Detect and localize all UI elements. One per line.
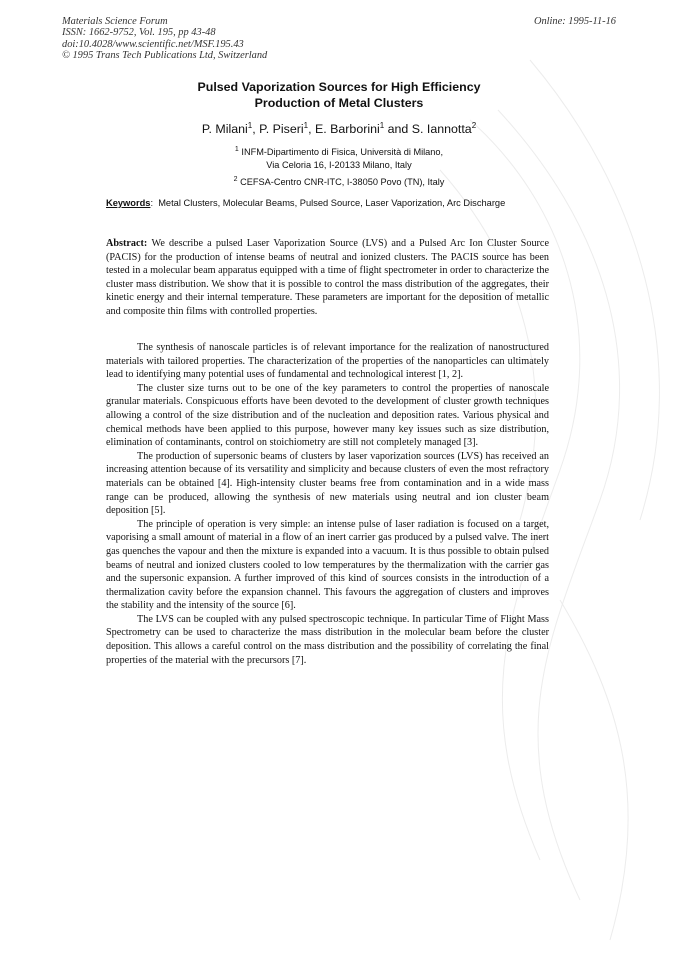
body-text [106, 341, 549, 667]
author-name: P. Piseri [259, 122, 304, 137]
author-affil-sup: 2 [471, 121, 477, 130]
author-name: E. Barborini [315, 122, 380, 137]
author-affil-sup: 1 [247, 121, 253, 130]
affiliation-2 [100, 174, 578, 189]
doi-line: doi:10.4028/www.scientific.net/MSF.195.43 [62, 38, 244, 50]
body-paragraph: The cluster size turns out to be one of the key parameters to control the properties of nanoscale granular materials. Conspicuous efforts have been devoted to the development of cluster growth techniques allowing a control of the size distribution and of the nucleation and deposition rates. Various physical and chemical methods have been applied to this purpose, however many key issues such as size distribution, elimination of contaminants, control on stoichiometry are still not completely managed [3]. [106, 382, 549, 449]
journal-header [62, 16, 267, 62]
body-paragraph: The principle of operation is very simple: an intense pulse of laser radiation is focused on a target, vaporising a small amount of material in a flow of an inert carrier gas produced by a pulsed valve. The inert gas quenches the vapour and then the mixture is expanded into a vacuum. It is thus possible to obtain pulsed beams of neutral and ionized clusters cooled to low temperatures by the thermalization with the carrier gas and the supersonic expansion. A further improved of this kind of sources consists in the introduction of a thermalization cavity before the expansion channel. This favours the aggregation of clusters and improves the stability and the intensity of the source [6]. [106, 518, 549, 612]
affiliation-sup: 1 [234, 146, 239, 153]
keywords-label: Keywords [106, 198, 151, 208]
keywords-text: Metal Clusters, Molecular Beams, Pulsed Source, Laser Vaporization, Arc Discharge [158, 198, 506, 208]
keywords-block: Keywords: Metal Clusters, Molecular Beams, Pulsed Source, Laser Vaporization, Arc Discharge [106, 198, 506, 208]
online-date: Online: 1995-11-16 [533, 16, 616, 27]
author-sep: and [384, 122, 412, 137]
abstract-label: Abstract [106, 238, 144, 249]
author-name: S. Iannotta [411, 122, 472, 137]
author-name: P. Milani [201, 122, 248, 137]
paper-title [100, 80, 578, 111]
body-paragraph: The synthesis of nanoscale particles is of relevant importance for the realization of nanostructured materials with tailored properties. The characterization of the properties of the nanoparticles can ultimately lead to identifying many potential uses of fundamental and technological interest [1, 2]. [106, 342, 549, 381]
body-paragraph: The LVS can be coupled with any pulsed spectroscopic technique. In particular Time of Flight Mass Spectrometry can be used to characterize the mass distribution in the molecular beam before the cluster deposition. This allows a careful control on the mass distribution and the possibility of correlating the final properties of the material with the precursors [7]. [106, 613, 549, 666]
author-list [100, 121, 578, 136]
affiliation-line: CEFSA-Centro CNR-ITC, I-38050 Povo (TN), Italy [240, 177, 445, 188]
affiliation-line: INFM-Dipartimento di Fisica, Università di Milano, [241, 147, 444, 158]
abstract-block: Abstract: We describe a pulsed Laser Vaporization Source (LVS) and a Pulsed Arc Ion Cluster Source (PACIS) for the production of intense beams of neutral and ionized clusters. The PACIS source has been tested in a molecular beam apparatus equipped with a time of flight spectrometer in order to characterize the cluster mass distribution. We show that it is possible to control the mass distribution of the aggregates, their kinetic energy and their internal temperature. These parameters are important for the deposition of metallic and composite thin films with controlled properties. [106, 238, 549, 317]
affiliation-line: Via Celoria 16, I-20133 Milano, Italy [266, 159, 412, 170]
body-paragraph: The production of supersonic beams of clusters by laser vaporization sources (LVS) has received an increasing attention because of its versatility and simplicity and because clusters of even the most refractory materials can be obtained [4]. High-intensity cluster beams free from contamination and in a wide mass range can be produced, allowing the synthesis of new materials using neutral and ion cluster beam deposition [5]. [106, 450, 549, 517]
title-line-2: Production of Metal Clusters [254, 95, 424, 110]
issn-line: ISSN: 1662-9752, Vol. 195, pp 43-48 [62, 27, 216, 39]
title-line-1: Pulsed Vaporization Sources for High Efficiency [197, 80, 481, 94]
journal-name: Materials Science Forum [62, 16, 168, 27]
affiliation-sup: 2 [233, 176, 238, 183]
author-affil-sup: 1 [379, 121, 385, 130]
affiliation-1 [100, 144, 578, 171]
author-sep: , [308, 122, 315, 137]
abstract-text: We describe a pulsed Laser Vaporization Source (LVS) and a Pulsed Arc Ion Cluster Source (PACIS) for the production of intense beams of neutral and ionized clusters. The PACIS source has been tested in a molecular beam apparatus equipped with a time of flight spectrometer in order to characterize the cluster mass distribution. We show that it is possible to control the mass distribution of the aggregates, their kinetic energy and their internal temperature. These parameters are important for the deposition of metallic and composite thin films with controlled properties. [106, 238, 549, 317]
copyright-line: © 1995 Trans Tech Publications Ltd, Switzerland [62, 50, 268, 62]
author-sep: , [252, 122, 260, 137]
author-affil-sup: 1 [303, 121, 309, 130]
